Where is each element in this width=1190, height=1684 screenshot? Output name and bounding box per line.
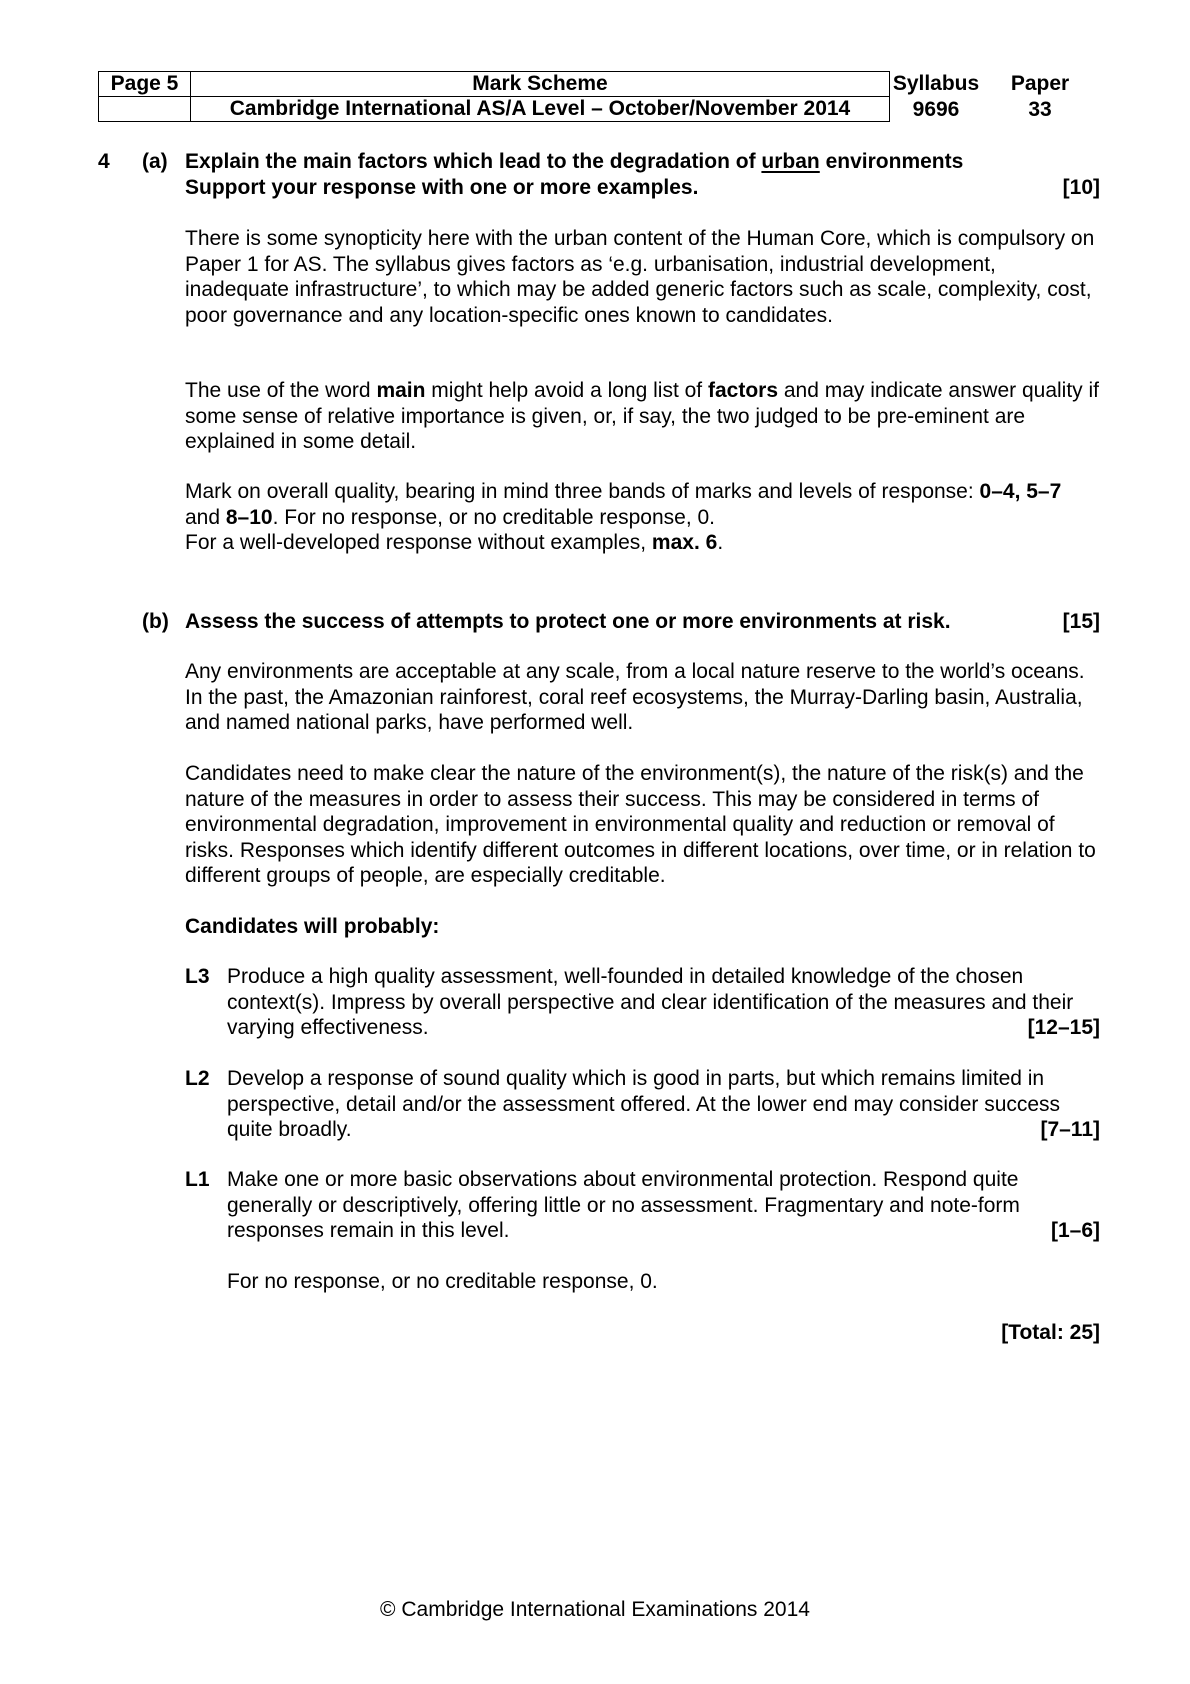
paper-value: 33 xyxy=(1028,98,1052,121)
level-2-label: L2 xyxy=(185,1067,210,1090)
part-b-label: (b) xyxy=(142,610,169,633)
part-b-marks: [15] xyxy=(1062,610,1100,633)
header-empty-cell xyxy=(99,97,191,122)
page-number: Page 5 xyxy=(99,72,191,97)
part-a-para-main-factors: The use of the word main might help avoid a long list of factors and may indicate answer quality if some sense of relative importance is given, or, if say, the two judged to be pre-eminent are explained in some detail. xyxy=(185,379,1099,453)
header-table xyxy=(98,71,890,122)
part-b-para-environments: Any environments are acceptable at any scale, from a local nature reserve to the world’s oceans. In the past, the Amazonian rainforest, coral reef ecosystems, the Murray-Darling basin, Australia, and named national parks, have performed well. xyxy=(185,660,1085,734)
part-a-marks: [10] xyxy=(1062,176,1100,199)
level-1-descriptor: Make one or more basic observations about environmental protection. Respond quite generally or descriptively, offering little or no assessment. Fragmentary and note-form responses remain in this level. [1–6] xyxy=(227,1168,1100,1242)
level-3-descriptor: Produce a high quality assessment, well-founded in detailed knowledge of the chosen context(s). Impress by overall perspective and clear identification of the measures and their varying effectiveness. [12–15] xyxy=(227,965,1100,1039)
level-3-label: L3 xyxy=(185,965,210,988)
copyright-footer: © Cambridge International Examinations 2014 xyxy=(380,1598,810,1621)
level-3-marks: [12–15] xyxy=(1027,1016,1100,1039)
total-marks: [Total: 25] xyxy=(1001,1321,1100,1344)
syllabus-value: 9696 xyxy=(912,98,960,121)
question-number: 4 xyxy=(98,150,110,173)
part-a-prompt: Explain the main factors which lead to the degradation of urban environments Support your response with one or more examples. xyxy=(185,150,964,199)
part-b-para-candidates: Candidates need to make clear the nature of the environment(s), the nature of the risk(s) and the nature of the measures in order to assess their success. This may be considered in terms of environmental degradation, improvement in environmental quality and reduction or removal of risks. Responses which identify different outcomes in different locations, over time, or in relation to different groups of people, are especially creditable. xyxy=(185,762,1096,887)
part-a-para-synopticity: There is some synopticity here with the urban content of the Human Core, which is compulsory on Paper 1 for AS. The syllabus gives factors as ‘e.g. urbanisation, industrial development, inadequate infrastructure’, to which may be added generic factors such as scale, complexity, cost, poor governance and any location-specific ones known to candidates. xyxy=(185,227,1095,327)
paper-label: Paper xyxy=(1010,72,1070,95)
level-2-marks: [7–11] xyxy=(1040,1118,1100,1141)
part-a-para-bands: Mark on overall quality, bearing in mind three bands of marks and levels of response: 0–4, 5–7 and 8–10. For no response, or no creditable response, 0. For a well-developed response without examples, max. 6. xyxy=(185,480,1062,554)
candidates-probably-heading: Candidates will probably: xyxy=(185,915,440,938)
level-2-descriptor: Develop a response of sound quality which is good in parts, but which remains limited in perspective, detail and/or the assessment offered. At the lower end may consider success quite broadly. [7–11] xyxy=(227,1067,1100,1141)
header-title: Mark Scheme xyxy=(191,72,890,97)
level-1-label: L1 xyxy=(185,1168,210,1191)
no-response-note: For no response, or no creditable response, 0. xyxy=(227,1270,658,1293)
syllabus-label: Syllabus xyxy=(892,72,980,95)
level-1-marks: [1–6] xyxy=(1050,1219,1100,1242)
part-b-prompt: Assess the success of attempts to protect one or more environments at risk. xyxy=(185,610,951,633)
header-subtitle: Cambridge International AS/A Level – October/November 2014 xyxy=(191,97,890,122)
part-a-label: (a) xyxy=(142,150,168,173)
